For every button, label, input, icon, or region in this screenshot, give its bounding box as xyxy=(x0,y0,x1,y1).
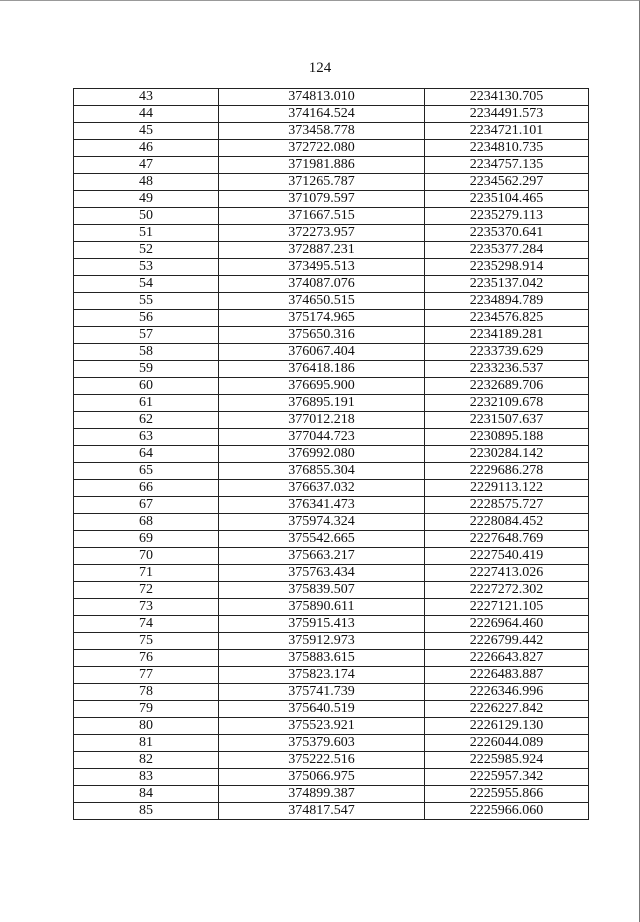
y-coordinate-cell: 2226227.842 xyxy=(425,701,589,718)
table-row xyxy=(74,548,589,565)
x-coordinate-cell: 371265.787 xyxy=(219,174,425,191)
point-number-cell: 46 xyxy=(74,140,219,157)
table-row xyxy=(74,140,589,157)
point-number-cell: 84 xyxy=(74,786,219,803)
table-row xyxy=(74,191,589,208)
table-row xyxy=(74,565,589,582)
table-row xyxy=(74,650,589,667)
table-row xyxy=(74,684,589,701)
y-coordinate-cell: 2227540.419 xyxy=(425,548,589,565)
point-number-cell: 51 xyxy=(74,225,219,242)
point-number-cell: 49 xyxy=(74,191,219,208)
y-coordinate-cell: 2235279.113 xyxy=(425,208,589,225)
table-row xyxy=(74,276,589,293)
point-number-cell: 60 xyxy=(74,378,219,395)
y-coordinate-cell: 2235104.465 xyxy=(425,191,589,208)
point-number-cell: 80 xyxy=(74,718,219,735)
page-number: 124 xyxy=(308,60,332,76)
x-coordinate-cell: 372887.231 xyxy=(219,242,425,259)
x-coordinate-cell: 376992.080 xyxy=(219,446,425,463)
y-coordinate-cell: 2226483.887 xyxy=(425,667,589,684)
table-row xyxy=(74,293,589,310)
point-number-cell: 43 xyxy=(74,89,219,106)
point-number-cell: 57 xyxy=(74,327,219,344)
y-coordinate-cell: 2227272.302 xyxy=(425,582,589,599)
x-coordinate-cell: 375763.434 xyxy=(219,565,425,582)
point-number-cell: 59 xyxy=(74,361,219,378)
point-number-cell: 70 xyxy=(74,548,219,565)
point-number-cell: 77 xyxy=(74,667,219,684)
x-coordinate-cell: 376895.191 xyxy=(219,395,425,412)
point-number-cell: 67 xyxy=(74,497,219,514)
x-coordinate-cell: 374164.524 xyxy=(219,106,425,123)
y-coordinate-cell: 2234576.825 xyxy=(425,310,589,327)
x-coordinate-cell: 375650.316 xyxy=(219,327,425,344)
point-number-cell: 66 xyxy=(74,480,219,497)
x-coordinate-cell: 374813.010 xyxy=(219,89,425,106)
table-row xyxy=(74,225,589,242)
y-coordinate-cell: 2226044.089 xyxy=(425,735,589,752)
coordinates-table xyxy=(73,88,589,820)
y-coordinate-cell: 2230895.188 xyxy=(425,429,589,446)
table-row xyxy=(74,208,589,225)
point-number-cell: 65 xyxy=(74,463,219,480)
y-coordinate-cell: 2232689.706 xyxy=(425,378,589,395)
x-coordinate-cell: 375663.217 xyxy=(219,548,425,565)
y-coordinate-cell: 2235137.042 xyxy=(425,276,589,293)
y-coordinate-cell: 2226346.996 xyxy=(425,684,589,701)
x-coordinate-cell: 372722.080 xyxy=(219,140,425,157)
x-coordinate-cell: 377044.723 xyxy=(219,429,425,446)
y-coordinate-cell: 2231507.637 xyxy=(425,412,589,429)
x-coordinate-cell: 376067.404 xyxy=(219,344,425,361)
table-row xyxy=(74,344,589,361)
y-coordinate-cell: 2233236.537 xyxy=(425,361,589,378)
y-coordinate-cell: 2225966.060 xyxy=(425,803,589,820)
y-coordinate-cell: 2227413.026 xyxy=(425,565,589,582)
x-coordinate-cell: 375379.603 xyxy=(219,735,425,752)
x-coordinate-cell: 375523.921 xyxy=(219,718,425,735)
x-coordinate-cell: 375640.519 xyxy=(219,701,425,718)
y-coordinate-cell: 2229686.278 xyxy=(425,463,589,480)
point-number-cell: 54 xyxy=(74,276,219,293)
table-row xyxy=(74,412,589,429)
table-row xyxy=(74,327,589,344)
table-row xyxy=(74,701,589,718)
x-coordinate-cell: 375915.413 xyxy=(219,616,425,633)
x-coordinate-cell: 375823.174 xyxy=(219,667,425,684)
x-coordinate-cell: 375741.739 xyxy=(219,684,425,701)
point-number-cell: 71 xyxy=(74,565,219,582)
y-coordinate-cell: 2234721.101 xyxy=(425,123,589,140)
point-number-cell: 64 xyxy=(74,446,219,463)
y-coordinate-cell: 2234130.705 xyxy=(425,89,589,106)
y-coordinate-cell: 2228575.727 xyxy=(425,497,589,514)
table-row xyxy=(74,242,589,259)
x-coordinate-cell: 375974.324 xyxy=(219,514,425,531)
point-number-cell: 81 xyxy=(74,735,219,752)
x-coordinate-cell: 374817.547 xyxy=(219,803,425,820)
table-row xyxy=(74,361,589,378)
table-row xyxy=(74,514,589,531)
table-row xyxy=(74,582,589,599)
table-row xyxy=(74,786,589,803)
table-row xyxy=(74,497,589,514)
x-coordinate-cell: 376695.900 xyxy=(219,378,425,395)
table-row xyxy=(74,531,589,548)
table-row xyxy=(74,395,589,412)
y-coordinate-cell: 2226799.442 xyxy=(425,633,589,650)
point-number-cell: 62 xyxy=(74,412,219,429)
point-number-cell: 45 xyxy=(74,123,219,140)
y-coordinate-cell: 2226964.460 xyxy=(425,616,589,633)
y-coordinate-cell: 2234562.297 xyxy=(425,174,589,191)
table-row xyxy=(74,769,589,786)
x-coordinate-cell: 375174.965 xyxy=(219,310,425,327)
point-number-cell: 52 xyxy=(74,242,219,259)
table-row xyxy=(74,616,589,633)
y-coordinate-cell: 2234491.573 xyxy=(425,106,589,123)
point-number-cell: 55 xyxy=(74,293,219,310)
point-number-cell: 78 xyxy=(74,684,219,701)
x-coordinate-cell: 374650.515 xyxy=(219,293,425,310)
point-number-cell: 61 xyxy=(74,395,219,412)
y-coordinate-cell: 2230284.142 xyxy=(425,446,589,463)
y-coordinate-cell: 2235370.641 xyxy=(425,225,589,242)
point-number-cell: 44 xyxy=(74,106,219,123)
x-coordinate-cell: 376341.473 xyxy=(219,497,425,514)
y-coordinate-cell: 2234189.281 xyxy=(425,327,589,344)
y-coordinate-cell: 2235377.284 xyxy=(425,242,589,259)
x-coordinate-cell: 371667.515 xyxy=(219,208,425,225)
point-number-cell: 58 xyxy=(74,344,219,361)
x-coordinate-cell: 375912.973 xyxy=(219,633,425,650)
y-coordinate-cell: 2232109.678 xyxy=(425,395,589,412)
point-number-cell: 47 xyxy=(74,157,219,174)
x-coordinate-cell: 375542.665 xyxy=(219,531,425,548)
x-coordinate-cell: 376637.032 xyxy=(219,480,425,497)
x-coordinate-cell: 373458.778 xyxy=(219,123,425,140)
x-coordinate-cell: 372273.957 xyxy=(219,225,425,242)
x-coordinate-cell: 375890.611 xyxy=(219,599,425,616)
table-row xyxy=(74,89,589,106)
table-row xyxy=(74,123,589,140)
x-coordinate-cell: 371981.886 xyxy=(219,157,425,174)
point-number-cell: 53 xyxy=(74,259,219,276)
table-row xyxy=(74,480,589,497)
table-row xyxy=(74,429,589,446)
x-coordinate-cell: 374087.076 xyxy=(219,276,425,293)
x-coordinate-cell: 375883.615 xyxy=(219,650,425,667)
table-row xyxy=(74,718,589,735)
table-row xyxy=(74,735,589,752)
y-coordinate-cell: 2227121.105 xyxy=(425,599,589,616)
y-coordinate-cell: 2235298.914 xyxy=(425,259,589,276)
x-coordinate-cell: 373495.513 xyxy=(219,259,425,276)
table-row xyxy=(74,803,589,820)
table-row xyxy=(74,599,589,616)
y-coordinate-cell: 2225957.342 xyxy=(425,769,589,786)
coordinates-table-body xyxy=(74,89,589,820)
point-number-cell: 56 xyxy=(74,310,219,327)
table-row xyxy=(74,310,589,327)
y-coordinate-cell: 2227648.769 xyxy=(425,531,589,548)
point-number-cell: 74 xyxy=(74,616,219,633)
x-coordinate-cell: 375222.516 xyxy=(219,752,425,769)
x-coordinate-cell: 374899.387 xyxy=(219,786,425,803)
x-coordinate-cell: 377012.218 xyxy=(219,412,425,429)
table-row xyxy=(74,667,589,684)
y-coordinate-cell: 2234757.135 xyxy=(425,157,589,174)
y-coordinate-cell: 2228084.452 xyxy=(425,514,589,531)
table-row xyxy=(74,633,589,650)
y-coordinate-cell: 2233739.629 xyxy=(425,344,589,361)
point-number-cell: 82 xyxy=(74,752,219,769)
point-number-cell: 73 xyxy=(74,599,219,616)
y-coordinate-cell: 2229113.122 xyxy=(425,480,589,497)
x-coordinate-cell: 375066.975 xyxy=(219,769,425,786)
table-row xyxy=(74,157,589,174)
y-coordinate-cell: 2225955.866 xyxy=(425,786,589,803)
x-coordinate-cell: 376418.186 xyxy=(219,361,425,378)
y-coordinate-cell: 2226129.130 xyxy=(425,718,589,735)
x-coordinate-cell: 371079.597 xyxy=(219,191,425,208)
table-row xyxy=(74,752,589,769)
point-number-cell: 69 xyxy=(74,531,219,548)
y-coordinate-cell: 2234810.735 xyxy=(425,140,589,157)
table-row xyxy=(74,174,589,191)
table-row xyxy=(74,446,589,463)
table-row xyxy=(74,259,589,276)
point-number-cell: 75 xyxy=(74,633,219,650)
point-number-cell: 50 xyxy=(74,208,219,225)
point-number-cell: 85 xyxy=(74,803,219,820)
table-row xyxy=(74,106,589,123)
table-row xyxy=(74,378,589,395)
table-row xyxy=(74,463,589,480)
x-coordinate-cell: 376855.304 xyxy=(219,463,425,480)
point-number-cell: 79 xyxy=(74,701,219,718)
y-coordinate-cell: 2234894.789 xyxy=(425,293,589,310)
point-number-cell: 48 xyxy=(74,174,219,191)
point-number-cell: 83 xyxy=(74,769,219,786)
point-number-cell: 68 xyxy=(74,514,219,531)
x-coordinate-cell: 375839.507 xyxy=(219,582,425,599)
y-coordinate-cell: 2226643.827 xyxy=(425,650,589,667)
point-number-cell: 63 xyxy=(74,429,219,446)
y-coordinate-cell: 2225985.924 xyxy=(425,752,589,769)
point-number-cell: 72 xyxy=(74,582,219,599)
point-number-cell: 76 xyxy=(74,650,219,667)
